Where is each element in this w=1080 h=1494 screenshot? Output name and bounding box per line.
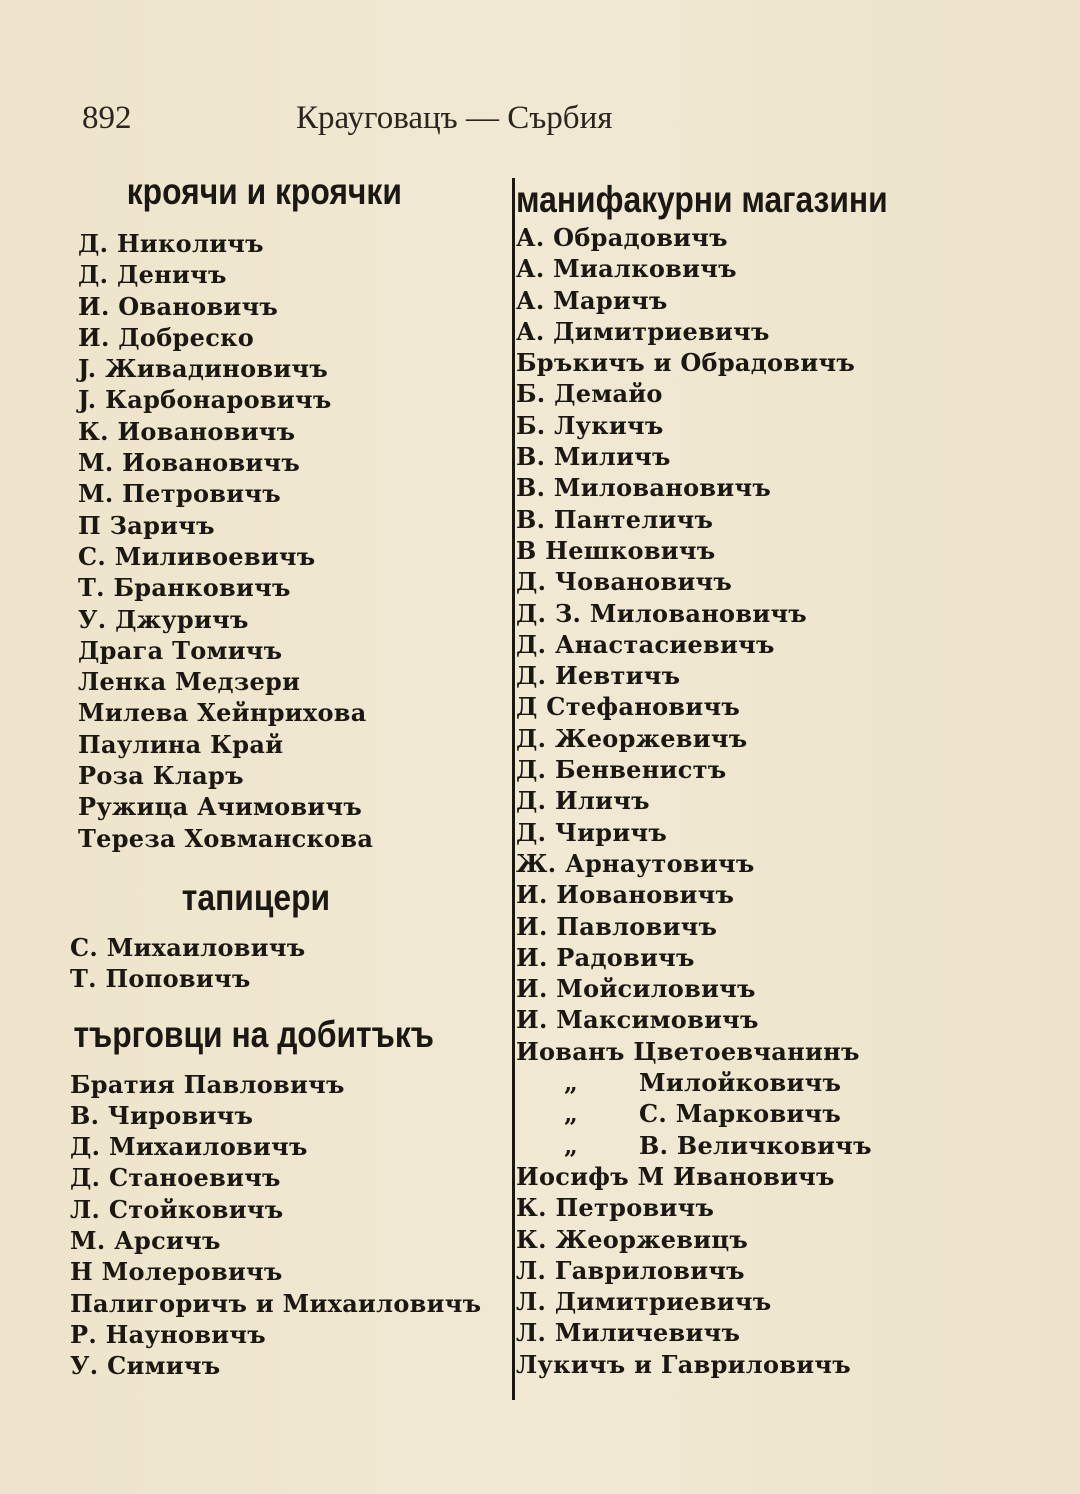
cattle-traders-list (70, 1069, 500, 1382)
page-header (82, 100, 982, 150)
list-item: Д. Бенвенистъ (516, 755, 727, 785)
list-item: В. Миловановичъ (516, 473, 772, 503)
list-item: Иосифъ М Ивановичъ (516, 1161, 835, 1191)
list-item: У. Джуричъ (78, 604, 249, 634)
page-number: 892 (82, 100, 132, 136)
running-title: Крауговацъ — Сърбия (296, 100, 613, 136)
list-item: Д. Чиричъ (516, 817, 668, 847)
list-item: И. Мойсиловичъ (516, 974, 756, 1004)
list-item: Д. Анастасиевичъ (516, 629, 775, 659)
list-item: У. Симичъ (70, 1351, 221, 1381)
list-item (516, 1098, 986, 1129)
list-item: Д. Деничъ (78, 260, 227, 290)
list-item: Палигоричъ и Михаиловичъ (70, 1288, 482, 1318)
list-item: М. Петровичъ (78, 479, 281, 509)
list-item: А. Маричъ (516, 285, 668, 315)
list-item: Б. Демайо (516, 379, 663, 409)
list-item: J. Карбонаровичъ (78, 385, 332, 415)
list-item: И. Добреско (78, 322, 255, 352)
list-item: Р. Науновичъ (70, 1319, 266, 1349)
ditto-entry: В. Величковичъ (639, 1130, 872, 1160)
ditto-entry: Милойковичъ (639, 1068, 842, 1098)
left-column (70, 170, 500, 1382)
list-item: Н Молеровичъ (70, 1257, 283, 1287)
list-item: Ленка Медзери (78, 667, 301, 697)
list-item: Драга Томичъ (78, 635, 283, 665)
right-column (516, 170, 986, 1380)
list-item: Б. Лукичъ (516, 410, 664, 440)
list-item: Ружица Ачимовичъ (78, 792, 363, 822)
list-item: Д. Станоевичъ (70, 1163, 281, 1193)
list-item: Д. Николичъ (78, 229, 264, 258)
list-item: В. Чировичъ (70, 1100, 254, 1130)
section-heading-cattle-traders: търговци на добитъкъ (73, 1013, 434, 1055)
list-item: В Нешковичъ (516, 535, 716, 565)
list-item: В. Миличъ (516, 442, 671, 472)
list-item: А. Миалковичъ (516, 254, 737, 284)
list-item: К. Иовановичъ (78, 416, 296, 446)
list-item: Д. Жеоржевичъ (516, 723, 748, 753)
list-item: Д. Човановичъ (516, 567, 733, 597)
list-item: Д. Михаиловичъ (70, 1132, 308, 1162)
list-item: Бръкичъ и Обрадовичъ (516, 348, 856, 378)
list-item: П Заричъ (78, 510, 215, 540)
section-heading-tailors: кроячи и кроячки (126, 171, 402, 212)
list-item (516, 1130, 986, 1161)
list-item: К. Петровичъ (516, 1193, 715, 1223)
list-item: Л. Миличевичъ (516, 1318, 741, 1348)
list-item: С. Михаиловичъ (70, 932, 306, 962)
ditto-mark: „ (564, 1068, 579, 1098)
list-item: Лукичъ и Гавриловичъ (516, 1349, 851, 1379)
list-item: Роза Кларъ (78, 761, 244, 791)
list-item: М. Арсичъ (70, 1226, 221, 1256)
tailors-list (70, 228, 500, 854)
list-item: К. Жеоржевицъ (516, 1224, 749, 1254)
list-item: Тереза Ховманскова (78, 823, 374, 853)
ditto-entry: С. Марковичъ (639, 1099, 842, 1129)
list-item: Т. Бранковичъ (78, 573, 291, 603)
ditto-mark: „ (564, 1130, 579, 1160)
textile-shops-list (516, 222, 986, 1380)
list-item: А. Димитриевичъ (516, 316, 770, 346)
list-item: Ж. Арнаутовичъ (516, 848, 755, 878)
section-heading-upholsterers: тапицери (181, 876, 331, 918)
list-item: Милева Хейнрихова (78, 698, 367, 728)
list-item: А. Обрадовичъ (516, 223, 728, 252)
list-item: Паулина Край (78, 729, 284, 759)
section-heading-textile-shops: манифакурни магазини (516, 179, 888, 220)
list-item: И. Овановичъ (78, 291, 279, 321)
upholsterers-list (70, 932, 500, 995)
list-item: С. Миливоевичъ (78, 541, 316, 571)
list-item: Д. З. Миловановичъ (516, 598, 808, 628)
list-item: М. Иовановичъ (78, 448, 301, 478)
list-item: Л. Стойковичъ (70, 1194, 284, 1224)
list-item: Д Стефановичъ (516, 692, 741, 722)
list-item: Братия Павловичъ (70, 1069, 345, 1099)
list-item: Т. Поповичъ (70, 964, 251, 994)
list-item: В. Пантеличъ (516, 504, 714, 534)
list-item: Д. Иевтичъ (516, 661, 681, 691)
list-item: И. Иовановичъ (516, 880, 735, 910)
list-item: И. Максимовичъ (516, 1005, 759, 1035)
ditto-mark: „ (564, 1099, 579, 1129)
list-item (516, 1067, 986, 1098)
list-item: J. Живадиновичъ (78, 354, 329, 384)
list-item: Л. Гавриловичъ (516, 1255, 745, 1285)
list-item: Иованъ Цветоевчанинъ (516, 1036, 860, 1066)
list-item: И. Павловичъ (516, 911, 718, 941)
list-item: И. Радовичъ (516, 942, 695, 972)
list-item: Л. Димитриевичъ (516, 1287, 772, 1317)
column-divider (512, 178, 515, 1400)
list-item: Д. Иличъ (516, 786, 650, 816)
